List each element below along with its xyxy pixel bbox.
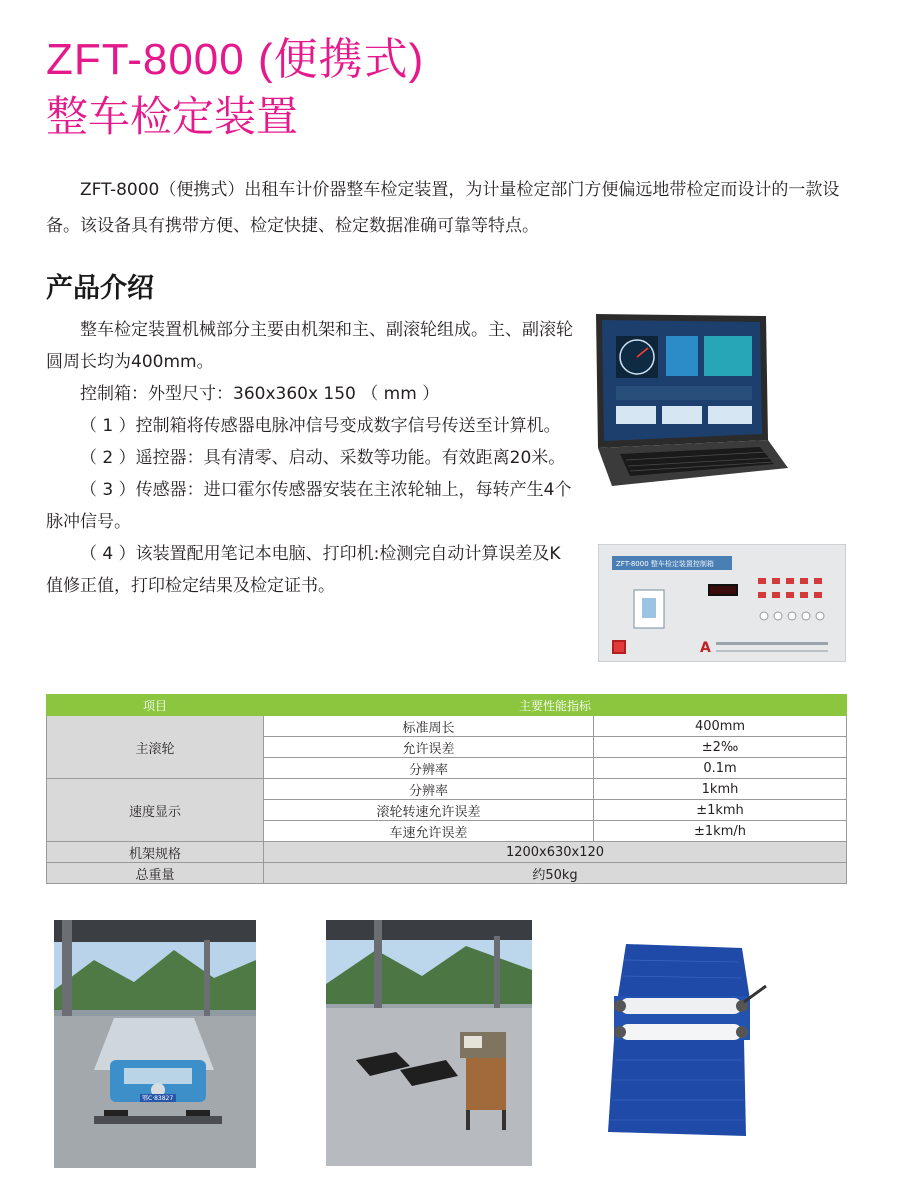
roller-site-photo bbox=[326, 920, 532, 1166]
license-plate: 鄂C·83827 bbox=[142, 1095, 174, 1102]
table-header-spec: 主要性能指标 bbox=[264, 695, 847, 716]
svg-text:A: A bbox=[700, 640, 711, 656]
desc-paragraph-1: 整车检定装置机械部分主要由机架和主、副滚轮组成。主、副滚轮圆周长均为400mm。 bbox=[46, 320, 573, 372]
table-row bbox=[47, 863, 847, 884]
spec-value: 1200x630x120 bbox=[264, 842, 847, 863]
table-row bbox=[47, 716, 847, 737]
page-title-name: 整车检定装置 bbox=[46, 92, 299, 141]
title-block bbox=[46, 34, 424, 142]
spec-name: 允许误差 bbox=[264, 737, 594, 758]
spec-table bbox=[46, 694, 847, 884]
desc-paragraph-3: （ 1 ）控制箱将传感器电脉冲信号变成数字信号传送至计算机。 bbox=[80, 416, 561, 436]
control-box-label: ZFT-8000 整车检定装置控制箱 bbox=[616, 560, 714, 568]
group-speed-display: 速度显示 bbox=[47, 779, 264, 842]
group-frame: 机架规格 bbox=[47, 842, 264, 863]
intro-paragraph: ZFT-8000（便携式）出租车计价器整车检定装置，为计量检定部门方便偏远地带检定而设计的一款设备。该设备具有携带方便、检定快捷、检定数据准确可靠等特点。 bbox=[46, 180, 840, 236]
control-box-image bbox=[598, 544, 846, 662]
spec-name: 标准周长 bbox=[264, 716, 594, 737]
spec-name: 分辨率 bbox=[264, 779, 594, 800]
table-row bbox=[47, 842, 847, 863]
laptop-image bbox=[590, 310, 790, 490]
spec-value: 0.1m bbox=[594, 758, 847, 779]
table-header-row bbox=[47, 695, 847, 716]
desc-paragraph-2: 控制箱：外型尺寸：360x360x 150 （ mm ） bbox=[80, 384, 440, 404]
desc-paragraph-6: （ 4 ）该装置配用笔记本电脑、打印机:检测完自动计算误差及K值修正值，打印检定结果及检定证书。 bbox=[46, 544, 561, 596]
spec-name: 分辨率 bbox=[264, 758, 594, 779]
desc-paragraph-4: （ 2 ）遥控器：具有清零、启动、采数等功能。有效距离20米。 bbox=[80, 448, 566, 468]
table-row bbox=[47, 779, 847, 800]
group-main-roller: 主滚轮 bbox=[47, 716, 264, 779]
roller-frame-photo bbox=[604, 940, 770, 1140]
spec-value: 400mm bbox=[594, 716, 847, 737]
spec-name: 滚轮转速允许误差 bbox=[264, 800, 594, 821]
section-heading-product: 产品介绍 bbox=[46, 273, 154, 304]
spec-value: ±1kmh bbox=[594, 800, 847, 821]
spec-value: ±1km/h bbox=[594, 821, 847, 842]
car-test-photo bbox=[54, 920, 256, 1168]
group-weight: 总重量 bbox=[47, 863, 264, 884]
spec-name: 车速允许误差 bbox=[264, 821, 594, 842]
spec-value: 约50kg bbox=[264, 863, 847, 884]
spec-value: ±2‰ bbox=[594, 737, 847, 758]
table-header-item: 项目 bbox=[47, 695, 264, 716]
page-title-model: ZFT-8000 (便携式) bbox=[46, 35, 425, 84]
desc-paragraph-5: （ 3 ）传感器：进口霍尔传感器安装在主浓轮轴上，每转产生4个脉冲信号。 bbox=[46, 480, 572, 532]
spec-value: 1kmh bbox=[594, 779, 847, 800]
product-description bbox=[46, 314, 576, 602]
